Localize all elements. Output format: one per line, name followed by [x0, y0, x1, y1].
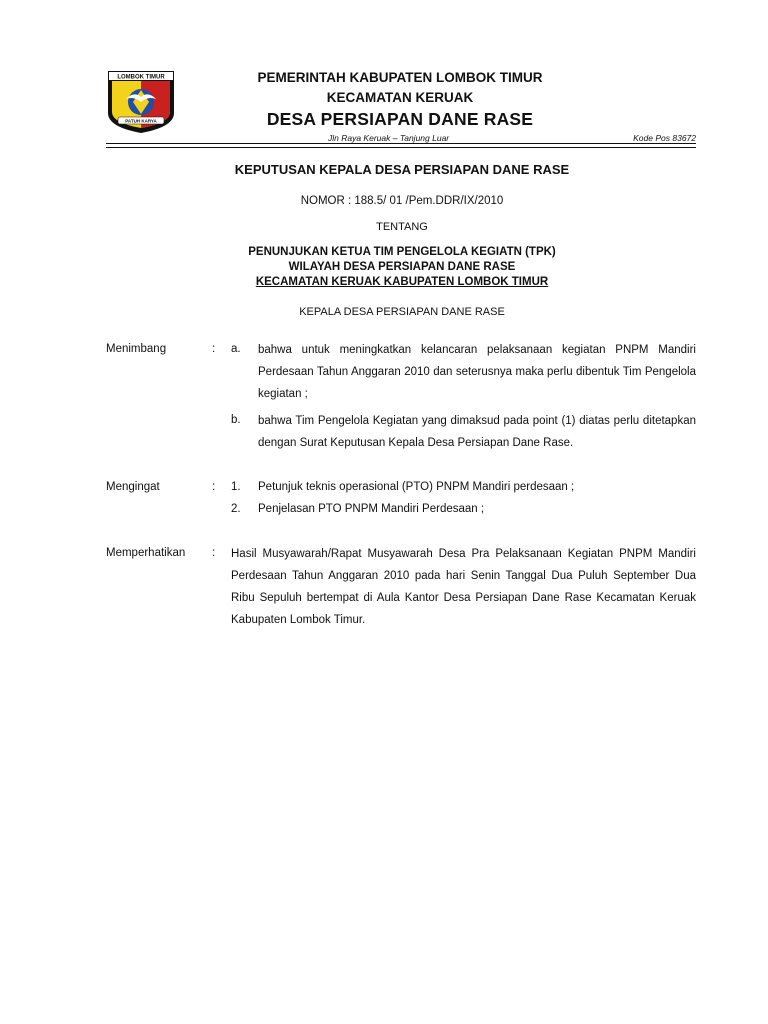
letterhead-rule-thin [106, 147, 696, 148]
menimbang-item-a-text: bahwa untuk meningkatkan kelancaran pelaksanaan kegiatan PNPM Mandiri Perdesaan Tahun Anggaran 2010 dan seterusnya maka perlu dibentuk Tim Pengelola kegiatan ; [258, 344, 696, 400]
district-name: KECAMATAN KERUAK [326, 90, 474, 105]
memperhatikan-text: Hasil Musyawarah/Rapat Musyawarah Desa Pra Pelaksanaan Kegiatan PNPM Mandiri Perdesaan Tahun Anggaran 2010 pada hari Senin Tanggal Dua Puluh September Dua Ribu Sepuluh bertempat di Aula Kantor Desa Persiapan Dane Rase Kecamatan Keruak Kabupaten Lombok Timur. [231, 548, 696, 626]
menimbang-item-a-mark: a. [231, 343, 241, 355]
issuer-title: KEPALA DESA PERSIAPAN DANE RASE [299, 306, 505, 318]
svg-text:LOMBOK TIMUR: LOMBOK TIMUR [117, 74, 165, 81]
subject-line-1: PENUNJUKAN KETUA TIM PENGELOLA KEGIATN (TPK) [248, 246, 556, 258]
letterhead-rule-thick [106, 143, 696, 144]
subject-line-2: WILAYAH DESA PERSIAPAN DANE RASE [288, 261, 516, 273]
tentang-label: TENTANG [376, 221, 428, 233]
memperhatikan-colon: : [212, 547, 216, 559]
subject-line-3: KECAMATAN KERUAK KABUPATEN LOMBOK TIMUR [255, 276, 549, 288]
village-name: DESA PERSIAPAN DANE RASE [266, 109, 534, 129]
decree-number: NOMOR : 188.5/ 01 /Pem.DDR/IX/2010 [300, 195, 504, 207]
postal-code: Kode Pos 83672 [633, 133, 696, 143]
lombok-timur-emblem-logo [106, 69, 176, 135]
government-name: PEMERINTAH KABUPATEN LOMBOK TIMUR [257, 70, 543, 85]
menimbang-item-b-text: bahwa Tim Pengelola Kegiatan yang dimaksud pada point (1) diatas perlu ditetapkan dengan Surat Keputusan Kepala Desa Persiapan Dane Rase. [258, 415, 696, 449]
menimbang-label: Menimbang [106, 343, 167, 355]
mengingat-item-2-mark: 2. [231, 503, 241, 515]
decree-title: KEPUTUSAN KEPALA DESA PERSIAPAN DANE RASE [234, 162, 570, 177]
mengingat-item-1-text: Petunjuk teknis operasional (PTO) PNPM Mandiri perdesaan ; [258, 481, 575, 493]
svg-text:PATUH KARYA: PATUH KARYA [125, 118, 157, 124]
mengingat-item-2-text: Penjelasan PTO PNPM Mandiri Perdesaan ; [258, 503, 485, 515]
address: Jln Raya Keruak – Tanjung Luar [328, 133, 450, 143]
mengingat-label: Mengingat [106, 481, 160, 493]
mengingat-colon: : [212, 481, 216, 493]
menimbang-item-b-mark: b. [231, 414, 241, 426]
mengingat-item-1-mark: 1. [231, 481, 241, 493]
menimbang-colon: : [212, 343, 216, 355]
memperhatikan-label: Memperhatikan [106, 547, 186, 559]
